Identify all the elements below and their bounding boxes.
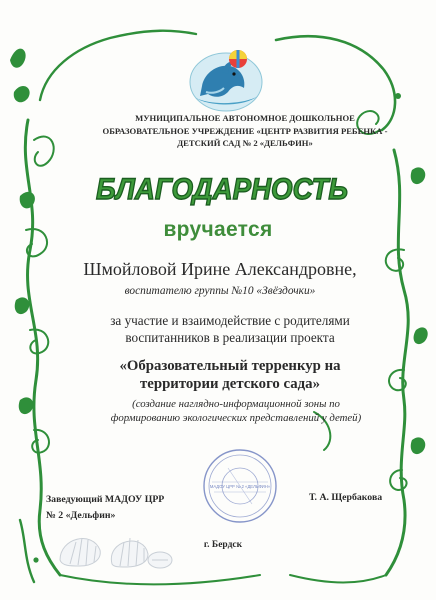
signatory-title-line: № 2 «Дельфин»: [46, 509, 116, 521]
dolphin-with-ball-icon: [186, 48, 266, 114]
organization-line: ДЕТСКИЙ САД № 2 «ДЕЛЬФИН»: [177, 138, 313, 149]
seashells-icon: [56, 520, 176, 570]
award-reason: [70, 313, 390, 346]
stamp-text: МАДОУ ЦРР № 2 «ДЕЛЬФИН»: [209, 484, 271, 489]
organization-line: МУНИЦИПАЛЬНОЕ АВТОНОМНОЕ ДОШКОЛЬНОЕ: [135, 113, 355, 123]
project-note-line: формированию экологических представлений у детей): [110, 412, 362, 425]
city-label: г. Бердск: [203, 540, 243, 550]
award-reason-line: воспитанников в реализации проекта: [125, 329, 335, 345]
certificate-title: [92, 166, 352, 208]
project-note-line: (создание наглядно-информационной зоны по: [132, 398, 340, 410]
recipient-position: воспитателю группы №10 «Звёздочки»: [124, 285, 316, 297]
project-title: [60, 357, 400, 393]
project-title-line: территории детского сада»: [140, 376, 320, 392]
project-note: [68, 397, 404, 426]
signatory-name: Т. А. Щербакова: [309, 492, 383, 503]
certificate-title-text: БЛАГОДАРНОСТЬ: [96, 173, 348, 206]
official-stamp: [202, 448, 278, 524]
awarded-caption: вручается: [163, 218, 273, 241]
organization-name: [100, 112, 390, 150]
organization-line: ОБРАЗОВАТЕЛЬНОЕ УЧРЕЖДЕНИЕ «ЦЕНТР РАЗВИТИЯ РЕБЕНКА -: [102, 125, 388, 136]
recipient-name: Шмойловой Ирине Александровне,: [83, 259, 357, 279]
signatory-title-line: Заведующий МАДОУ ЦРР: [46, 494, 165, 505]
signatory-title: [46, 492, 206, 523]
award-reason-line: за участие и взаимодействие с родителями: [110, 313, 350, 328]
project-title-line: «Образовательный терренкур на: [119, 358, 341, 374]
